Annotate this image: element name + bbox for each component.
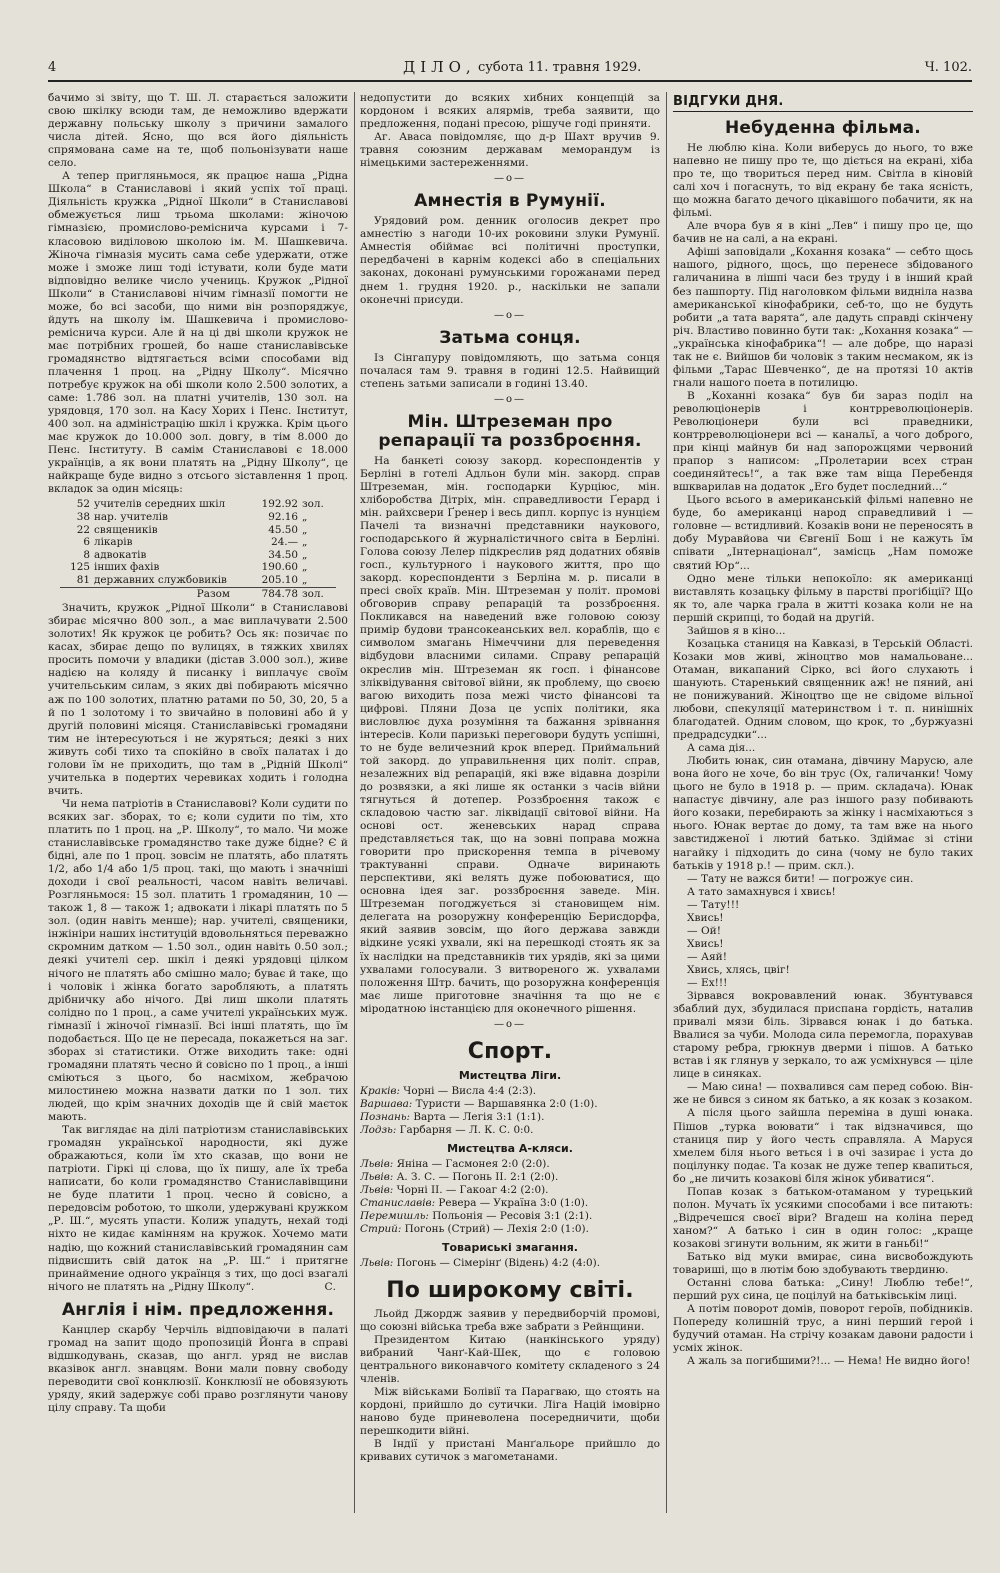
page-header: [48, 58, 972, 82]
dialogue-line: Хвись, хлясь, цвіг!: [687, 963, 790, 976]
article-paragraph: недопустити до всяких хибних концепцій за кордоном і всяких алярмів, треба заявити, що предложення, подані пресою, рішуче годі приняти.: [360, 92, 660, 131]
table-row: 6 лікарів 24.— „: [83, 536, 308, 549]
newspaper-title: ДІЛО,: [403, 58, 476, 76]
contributions-table: [60, 498, 336, 600]
article-paragraph: Із Сінгапуру повідомляють, що затьма сонця почалася там 9. травня в годині 12.5. Найвищий степень затьми записали в годині 13.40.: [360, 351, 660, 390]
article-paragraph: Але вчора був я в кіні „Лев“ і пишу про це, що бачив не на салі, а на екрані.: [673, 220, 973, 246]
article-paragraph: А потім поворот домів, поворот героїв, побідників. Попереду колишній трус, а нині перший герой і будучий отаман. На стрічу козакам давони радости і усміх жінок.: [673, 1303, 973, 1355]
separator-ornament: —o—: [493, 309, 527, 321]
dialogue-line: А тато замахнувся і хвись!: [687, 885, 836, 898]
result-line: Краків: Чорні — Висла 4:4 (2:3).: [360, 1084, 537, 1097]
author-signature: С.: [324, 1280, 336, 1293]
section-title-vidguki: ВІДГУКИ ДНЯ.: [673, 92, 973, 112]
issue-number: Ч. 102.: [924, 60, 972, 75]
article-paragraph: А після цього зайшла переміна в душі юнака. Пішов „турка воювати“ і так відзначився, що станиця пир у його честь справляла. А Маруся хмелем біля нього веться і в очі зазирає і уста до поцілунку подає. Та козак не дуже тепер квапиться, бо „не личить козакові біля жінок убиватися“.: [673, 1107, 973, 1185]
page-number: 4: [48, 60, 57, 75]
separator-ornament: —o—: [493, 173, 527, 185]
headline-zatmenie: Затьма сонця.: [439, 327, 581, 348]
article-paragraph: А тепер пригляньмося, як працює наша „Рідна Школа“ в Станиславові і який успіх тої праці. Діяльність кружка „Рідної Школи“ в Станиславові обмежується лиш трьома школами: жіночою гімназією, промислово-реміснича курсами і 7-класовою виділовою школою ім. М. Шашкевича. Жіноча гімназія мусить сама себе удержати, отже може і зможе лиш тоді істувати, коли буде мати відповідно велике число учениць. Кружок „Рідної Школи“ в Станиславові нічим гімназії помогти не може, бо всі засоби, що ними він розпоряджує, йдуть на школу ім. Шашкевича і промислово-реміснича курси. Але й на ці дві школи кружок не має потрібних грошей, бо наше станиславівське громадянство відтягається всіми способами від плачення 1 проц. на „Рідну Школу“. Місячно потребує кружок на обі школи коло 2.500 золотих, а саме: 1.786 зол. на платні учителів, 130 зол. на урядовця, 170 зол. на Касу Хорих і Пенс. Інститут, 400 зол. на адміністрацію шкіл і кружка. Крім цього має кружок до 10.000 зол. довгу, в тім 8.000 до Пенс. Інституту. В самім Станиславові є 18.000 українців, а як вони платять на „Рідну Школу“, це найкраще буде видно з отсього зіставлення 1 проц. вкладок за один місяць:: [48, 170, 348, 496]
article-paragraph: В Індії у пристані Манґальоре прийшло до кривавих сутичок з магометанами.: [360, 1438, 660, 1464]
article-paragraph: Попав козак з батьком-отаманом у турецький полон. Мучать їх усякими способами і все питають: „Відречешся своєї віри? Вгадеш на коліна перед ханом?“ А батько і син в один голос: „краще козакові згинути вольним, як жити в ганьбі!“: [673, 1185, 973, 1250]
headline-anglia: Англія і нім. предложення.: [61, 1299, 335, 1320]
headline-amnestia: Амнестія в Румунії.: [414, 191, 606, 212]
result-line: Лодзь: Гарбарня — Л. К. С. 0:0.: [360, 1123, 534, 1136]
dialogue-line: — Ех!!!: [687, 977, 728, 989]
article-paragraph: Афіші заповідали „Кохання козака“ — себто щось нашого, рідного, щось, що перенесе збідованого галичанина в лішпі часи без труду і в інший край без пашпорту. Під наголовком фільми видніла назва американської кінофабрики, себ-то, що не будуть робити „а тата варята“, але дадуть справді скінчену річ. Властиво повинно бути так: „Кохання козака“ — „українська кінофабрика“! — але добре, що наразі так не є. Вийшов би чоловік з таким несмаком, як із фільми „Тарас Шевченко“, де на протязі 10 актів гнали нашого поета в потилицю.: [673, 246, 973, 389]
dialogue-line: — Тату!!!: [687, 898, 740, 911]
dialogue-line: — Аяй!: [687, 950, 727, 963]
subhead-friendly: Товариські змагання.: [442, 1240, 578, 1254]
column-rule-2: [666, 92, 667, 1513]
table-row: 52 учителів середних шкіл 192.92 зол.: [76, 498, 324, 511]
separator-ornament: —o—: [493, 393, 527, 405]
dialogue-line: Хвись!: [687, 937, 724, 950]
article-paragraph: Зайшов я в кіно...: [687, 624, 786, 637]
headline-shtrezeman: Мін. Штреземан про репарації та роззброєння.: [378, 411, 642, 451]
headline-world: По широкому світі.: [386, 1277, 634, 1303]
article-paragraph: Між військами Болівії та Парагваю, що стоять на кордоні, прийшло до сутички. Ліга Націй імовірно наново буде приневолена посередничити, щоби перешкодити війні.: [360, 1386, 660, 1438]
column-rule-1: [354, 92, 355, 1513]
column-2: [360, 92, 660, 1555]
issue-date: субота 11. травня 1929.: [478, 60, 642, 75]
subhead-liga: Мистецтва Ліги.: [458, 1068, 562, 1082]
article-paragraph: Не люблю кіна. Коли виберусь до нього, то вже напевно не пишу про те, що діється на екрані, хіба про те, що твориться перед ним. Світла в кіновій салі хоч і погаснуть, то від екрану бе така ясність, що можна багато дечого цікавішого побачити, як на фільмі.: [673, 142, 973, 220]
article-paragraph: Козацька станиця на Кавказі, в Терській Області. Козаки мов живі, жіноцтво мов намальоване... Отаман, викапаний Сірко, всі його слухають і шанують. Старенький священник аж! не пяний, ані не понижуваний. Жіноцтво ще не свідоме вільної любови, спекуляції материнством і т. п. нинішніх благодатей. Одним словом, що крок, то „буржуазні предрадсудки“...: [673, 637, 973, 742]
article-paragraph: Цього всього в американській фільмі напевно не буде, бо американці народ справедливий і — головне — встидливий. Козаків вони не переносять в добу Муравйова чи Євгенії Бош і не кажуть їм співати „Інтернаціонал“, замісць „Нам поможе святий Юр“...: [673, 494, 973, 572]
table-total-row: Разом 784.78 зол.: [60, 587, 336, 600]
result-line: Львів: Погонь — Сімерінґ (Відень) 4:2 (4:0).: [360, 1256, 601, 1269]
column-1: [48, 92, 348, 1555]
article-paragraph: Канцлер скарбу Черчіль відповідаючи в палаті громад на запит щодо пропозицій Йонга в справі відшкодувань, сказав, що англ. уряд не вислав вказівок англ. знавцям. Вони мали повну свободу переводити свої конклюзії. Конклюзії не обовязують уряду, який задержує собі право розглянути чанову цілу справу. Та щоби: [48, 1323, 348, 1414]
result-line: Львів: Яніна — Гасмонея 2:0 (2:0).: [360, 1157, 550, 1170]
result-line: Львів: А. З. С. — Погонь II. 2:1 (2:0).: [360, 1170, 559, 1183]
result-line: Перемишль: Польонія — Ресовія 3:1 (2:1).: [360, 1209, 593, 1222]
article-paragraph: Урядовий ром. денник оголосив декрет про амнестію з нагоди 10-их роковини злуки Румунії. Амнестія обіймає всі політичні проступки, передбачені в карнім кодексі або в спеціальних законах, доконані румунськими горожанами перед днем 1. грудня 1920. р., наскільки не запали оконечні присуди.: [360, 215, 660, 306]
article-paragraph: Президентом Китаю (нанкінського уряду) вибраний Чанґ-Кай-Шек, що є головою центрального виконавчого комітету складеного з 24 членів.: [360, 1334, 660, 1386]
article-paragraph: Значить, кружок „Рідної Школи“ в Станиславові збирає місячно 800 зол., а має виплачувати 2.500 золотих! Як кружок це робить? Ось як: позичає по касах, збирає дещо по вулицях, в тяжких хвилях просить помочи у владики (дістав 3.000 зол.), живе надією на коляду й писанку і виплачує своїм учительським силам, з яких дві побирають місячно аж по 100 золотих, платню ратами по 50, 30, 20, 5 а й по 1 золотому і то звичайно в половині або й у другій половині місяця. Станиславівські громадяни тим не інтересуються і не журяться; деякі з них живуть собі тихо та спокійно в своїх палатах і до голови їм не приходить, що там в „Рідній Школі“ учителька в подертих черевиках ходить і голодна вчить.: [48, 602, 348, 797]
table-row: 22 священиків 45.50 „: [76, 523, 308, 536]
article-paragraph: Любить юнак, син отамана, дівчину Марусю, але вона його не хоче, бо він трус (Ох, галичанки! Чому цього не було в 1918 р. — прим. складача). Юнак напастує дівчину, але раз іншого разу побивають його козаки, перебирають за жінку і насміхаються з нього. Юнак вертає до дому, та там вже на нього завстидженої і лютий батько. Здіймає зі стіни нагайку і підходить до сина (чому не було таких батьків у 1918 р.! — прим. скл.).: [673, 755, 973, 872]
article-paragraph: Одно мене тільки непокоїло: як американці виставлять козацьку фільму в парстві прогібіції? Що як то, але чарка грала в житті козака коли не на першій скрипці, то бодай на другій.: [673, 572, 973, 624]
dialogue-line: — Тату не важся бити! — погрожує син.: [687, 872, 914, 885]
article-paragraph: На банкеті союзу закорд. кореспондентів у Берліні в готелі Адльон були мін. закорд. справ Штреземан, мін. господарки Курціюс, мін. хліборобства Дітріх, мін. справедливости Ґерард і мін. райхсвери Ґренер і весь дипл. корпус із нунцієм Пачелі та визначні представники наукового, господарського й журналістичного світа в Берліні. Голова союзу Лелер підкреслив ряд додатних обявів госп., культурного і наукового життя, про що закорд. кореспонденти з Берліна м. р. писали в пресі своїх країв. Мін. Штреземан у політ. промові обговорив справу репарацій та роззброєння. Покликався на наведений вже головою союзу примір будови трансокеанських вел. кораблів, що є символом змагань Німеччини для переведення відбудови власними силами. Справу репарацій окреслив мін. Штреземан як госп. і фінансове зліквідування світової війни, як проблему, що своєю вагою виходить поза межі чисто фінансові та цифрові. Пляни Доза це успіх політики, яка висловлює духа розуміння та бажання зрівнання інтересів. Коли паризькі переговори будуть успішні, то не буде величезний крок вперед. Приймальний той закорд. до управильнення цих політ. справ, незалежних від репарацій, які вже відавна дозріли до розвязки, а які лише як останки з часів війни тягнуться й дотепер. Роззброєння також є складовою частю заг. ліквідації світової війни. На основі ост. женевських нарад справа представляється так, що на зовні поправа можна говорити про прискорення темпа в річевому трактуванні справи. Одначе виринають перспективи, які велять дуже побоюватися, що основна ідея заг. роззброєння заведе. Мін. Штреземан погоджується зі становищем нім. делегата на розоружну конференцію Берисдорфа, який заявив зовсім, що його держава завжди відкине усякі ухвали, які на перешкоді стоять як за їх наслідки на представників тих урядів, які за цими ухвалами голосували. З витвореного ж. ухвалами положення Штр. бачить, що розоружна конференція має лише приготовне значіння та що не є міродатною інстанцією для оконечного рішення.: [360, 454, 660, 1015]
separator-ornament: —o—: [493, 1018, 527, 1030]
result-line: Стрий: Погонь (Стрий) — Лехія 2:0 (1:0).: [360, 1222, 589, 1235]
headline-sport: Спорт.: [467, 1038, 553, 1064]
headline-film: Небуденна фільма.: [725, 118, 921, 138]
article-paragraph: Зірвався вокровавлений юнак. Збунтувався збаблий дух, збудилася приспана гордість, наталив привалі мязи біль. Зірвався юнак і до батька. Ввалися за чуби. Молода сила перемогла, порахував старому ребра, грюкнув дверми і пішов. А батько встав і як глянув у зеркало, то аж усміхнувся — ціле лице в синяках.: [673, 990, 973, 1081]
table-row: 81 державних службовиків 205.10 „: [76, 574, 308, 587]
dialogue-line: Хвись!: [687, 911, 724, 924]
article-paragraph: Так виглядає на ділі патріотизм станиславівських громадян української народности, які дуже ображаються, коли їм хто сказав, що вони не патріоти. Гіркі ці слова, що їх пишу, але їх треба написати, бо коли громадянство Станиславівщини не буде платити 1 проц. чесно й совісно, а передовсім роботою, то школи, удержувані кружком „Р. Ш.“, мусять упасти. Колиж упадуть, нехай тоді ніхто не кидає камінням на кружок. Хочемо мати надію, що кожний станиславівський громадянин сам підвисшить свій даток на „Р. Ш.“ і притягне принаймение одного українця з тих, що досі взагалі нічого не платять на „Рідну Школу“. С.: [48, 1124, 348, 1293]
table-row: 125 інших фахів 190.60 „: [70, 561, 308, 574]
column-3: [673, 92, 973, 1555]
article-paragraph: — Маю сина! — похвалився сам перед собою. Він-же не бився з сином як батько, а як козак з козаком.: [673, 1081, 973, 1107]
article-paragraph: А жаль за погибшими?!... — Нема! Не видно його!: [687, 1355, 971, 1368]
article-paragraph: Батько від муки вмирає, сина висвобождують товариші, що в лютім бою здобувають твердиню.: [673, 1250, 973, 1277]
table-row: 38 нар. учителів 92.16 „: [76, 511, 308, 524]
article-paragraph: А сама дія...: [687, 742, 756, 755]
article-paragraph: Останні слова батька: „Сину! Люблю тебе!“, перший рух сина, це поцілуй на батьківськім лиці.: [673, 1277, 973, 1303]
table-row: 8 адвокатів 34.50 „: [83, 548, 308, 561]
result-line: Познань: Варта — Легія 3:1 (1:1).: [360, 1110, 545, 1123]
subhead-a-klasa: Мистецтва А-кляси.: [447, 1141, 573, 1155]
result-line: Варшава: Туристи — Варшавянка 2:0 (1:0).: [360, 1097, 598, 1110]
article-paragraph: Аг. Аваса повідомляє, що д-р Шахт вручив 9. травня союзним державам меморандум із німецькими застереженнями.: [360, 131, 660, 170]
result-line: Львів: Чорні II. — Гакоаг 4:2 (2:0).: [360, 1183, 549, 1196]
dialogue-line: — Ой!: [687, 924, 721, 937]
result-line: Станиславів: Ревера — Україна 3:0 (1:0).: [360, 1196, 589, 1209]
article-paragraph: бачимо зі звіту, що Т. Ш. Л. старається заложити свою шкілку всюди там, де неможливо вдержати державну польську школу з причини замалого числа дітей. Ясно, що вся його діяльність спрямована саме на те, щоб польонізувати наше село.: [48, 92, 348, 170]
article-paragraph: Льойд Джордж заявив у передвиборчій промові, що союзні війська треба вже забрати з Рейнщини.: [360, 1307, 660, 1333]
article-paragraph: Чи нема патріотів в Станиславові? Коли судити по всяких заг. зборах, то є; коли судити по тім, хто платить по 1 проц. на „Р. Школу“, то мало. Чи може станиславівське громадянство таке дуже бідне? Є й бідні, але по 1 проц. зовсім не платять, або платять 1/2, або 1/4 або 1/5 проц. такі, що мають і значніші доходи і свої реальності, часом навіть величаві. Розгляньмося: 15 зол. платить 1 громадянин, 10 — також 1, 8 — також 1; адвокати і лікарі платять по 5 зол. (один навіть менше); нар. учителі, священики, інжініри наших інституцій вдовольняться переважно скромним датком — 1.50 зол., один навіть 0.50 зол.; деякі учителі сер. шкіл і деякі урядовці цілком нічого не платять або смішно мало; буває й таке, що і чоловік і жінка богато заробляють, а платять дрібничку або нічого. Дві лиш школи платять солідно по 1 проц., а саме учителі українських муж. гімназії і жіночої гімназії. Всі інші платять, що їм подобається. Що це не пересада, покажеться на заг. зборах зі статистики. Отже виходить таке: одні громадяни платять чесно й совісно по 1 проц., а інші сміються з цього, бо насміхом, жебрачою милостинею можна назвати датки по 1 зол. тих людей, що крім значних доходів ще й свій маєток мають.: [48, 797, 348, 1124]
article-paragraph: В „Коханні козака“ був би зараз поділ на революціонерів і контрреволюціонерів. Революціонери були всі праведники, контрреволюціонери всі — канальї, а чого доброго, при кінці майнув би над запорожцями червоний прапор з написом: „Пролетарии всех стран соединяйтесь!“, а так вже там віща Перебендя вшкварилав на додаток „Его будет последний...“: [673, 389, 973, 494]
